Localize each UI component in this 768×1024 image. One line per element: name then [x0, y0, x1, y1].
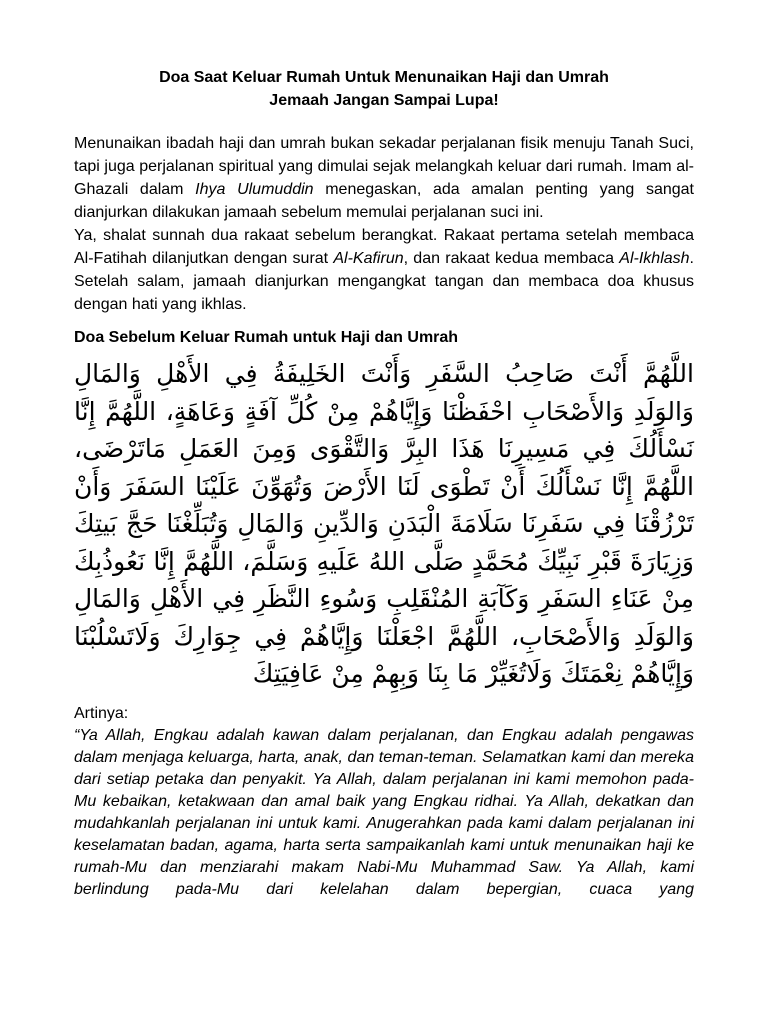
intro-p1-text: Menunaikan ibadah haji dan umrah bukan sekadar perjalanan fisik menuju Tanah Suci, tapi juga perjalanan spiritual yang dimulai sejak melangkah keluar dari rumah. Imam al-Ghazali dalam [74, 135, 694, 198]
section-heading: Doa Sebelum Keluar Rumah untuk Haji dan Umrah [74, 329, 459, 346]
intro-p1-text-end: menegaskan, ada amalan penting yang sangat dianjurkan dilakukan jamaah sebelum memulai perjalanan suci ini. [74, 181, 694, 221]
surah-kafirun: Al-Kafirun [333, 250, 404, 267]
title-line-2: Jemaah Jangan Sampai Lupa! [269, 92, 499, 109]
translation-label: Artinya: [74, 704, 129, 722]
page-title [74, 66, 694, 112]
book-title-ihya: Ihya Ulumuddin [195, 181, 314, 198]
intro-p2-text: Ya, shalat sunnah dua rakaat sebelum berangkat. Rakaat pertama setelah membaca Al-Fatihah dilanjutkan dengan surat [74, 227, 694, 267]
title-line-1: Doa Saat Keluar Rumah Untuk Menunaikan Haji dan Umrah [159, 69, 609, 86]
arabic-doa-text: اللَّهُمَّ أَنْتَ صَاحِبُ السَّفَرِ وَأَنْتَ الخَلِيفَةُ فِي الأَهْلِ وَالمَالِ وَالوَلَدِ وَالأَصْحَابِ احْفَظْنَا وَإِيَّاهُمْ مِنْ كُلِّ آفَةٍ وَعَاهَةٍ، اللَّهُمَّ إِنَّا نَسْأَلُكَ فِي مَسِيرِنَا هَذَا البِرَّ وَالتَّقْوَى وَمِنَ العَمَلِ مَاتَرْضَى، اللَّهُمَّ إِنَّا نَسْأَلُكَ أَنْ تَطْوَى لَنَا الأَرْضَ وَتُهَوِّنَ عَلَيْنَا السَفَرَ وَأَنْ تَرْزُقْنَا فِي سَفَرِنَا سَلَامَةَ الْبَدَنِ وَالدِّينِ وَالمَالِ وَتُبَلِّغْنَا حَجَّ بَيتِكَ وَزِيَارَةَ قَبْرِ نَبِيِّكَ مُحَمَّدٍ صَلَّى اللهُ عَلَيهِ وَسَلَّمَ، اللَّهُمَّ إِنَّا نَعُوذُبِكَ مِنْ عَنَاءِ السَفَرِ وَكَآبَةِ المُنْقَلِبِ وَسُوءِ النَّظَرِ فِي الأَهْلِ وَالمَالِ وَالوَلَدِ وَالأَصْحَابِ، اللَّهُمَّ اجْعَلْنَا وَإِيَّاهُمْ فِي جِوَارِكَ وَلَاتَسْلُبْنَا وَإِيَّاهُمْ نِعْمَتَكَ وَلَاتُغَيِّرْ مَا بِنَا وَبِهِمْ مِنْ عَافِيَتِكَ [74, 359, 694, 688]
surah-ikhlash: Al-Ikhlash [619, 250, 690, 267]
translation-text: “Ya Allah, Engkau adalah kawan dalam perjalanan, dan Engkau adalah pengawas dalam menjaga keluarga, harta, anak, dan teman-teman. Selamatkan kami dan mereka dari setiap petaka dan penyakit. Ya Allah, dalam perjalanan ini kami memohon pada-Mu kebaikan, ketakwaan dan amal baik yang Engkau ridhai. Ya Allah, dekatkan dan mudahkanlah perjalanan ini untuk kami. Anugerahkan pada kami dalam perjalanan ini keselamatan badan, agama, harta serta sampaikanlah kami untuk menunaikan haji ke rumah-Mu dan menziarahi makam Nabi-Mu Muhammad Saw. Ya Allah, kami berlindung pada-Mu dari kelelahan dalam bepergian, cuaca yang [74, 726, 694, 898]
intro-paragraph-1 [74, 132, 694, 224]
intro-paragraph-2 [74, 224, 694, 316]
intro-p2-text-mid: , dan rakaat kedua membaca [403, 250, 620, 267]
intro-p2-text-end: . Setelah salam, jamaah dianjurkan mengangkat tangan dan membaca doa khusus dengan hati yang ikhlas. [74, 250, 694, 313]
